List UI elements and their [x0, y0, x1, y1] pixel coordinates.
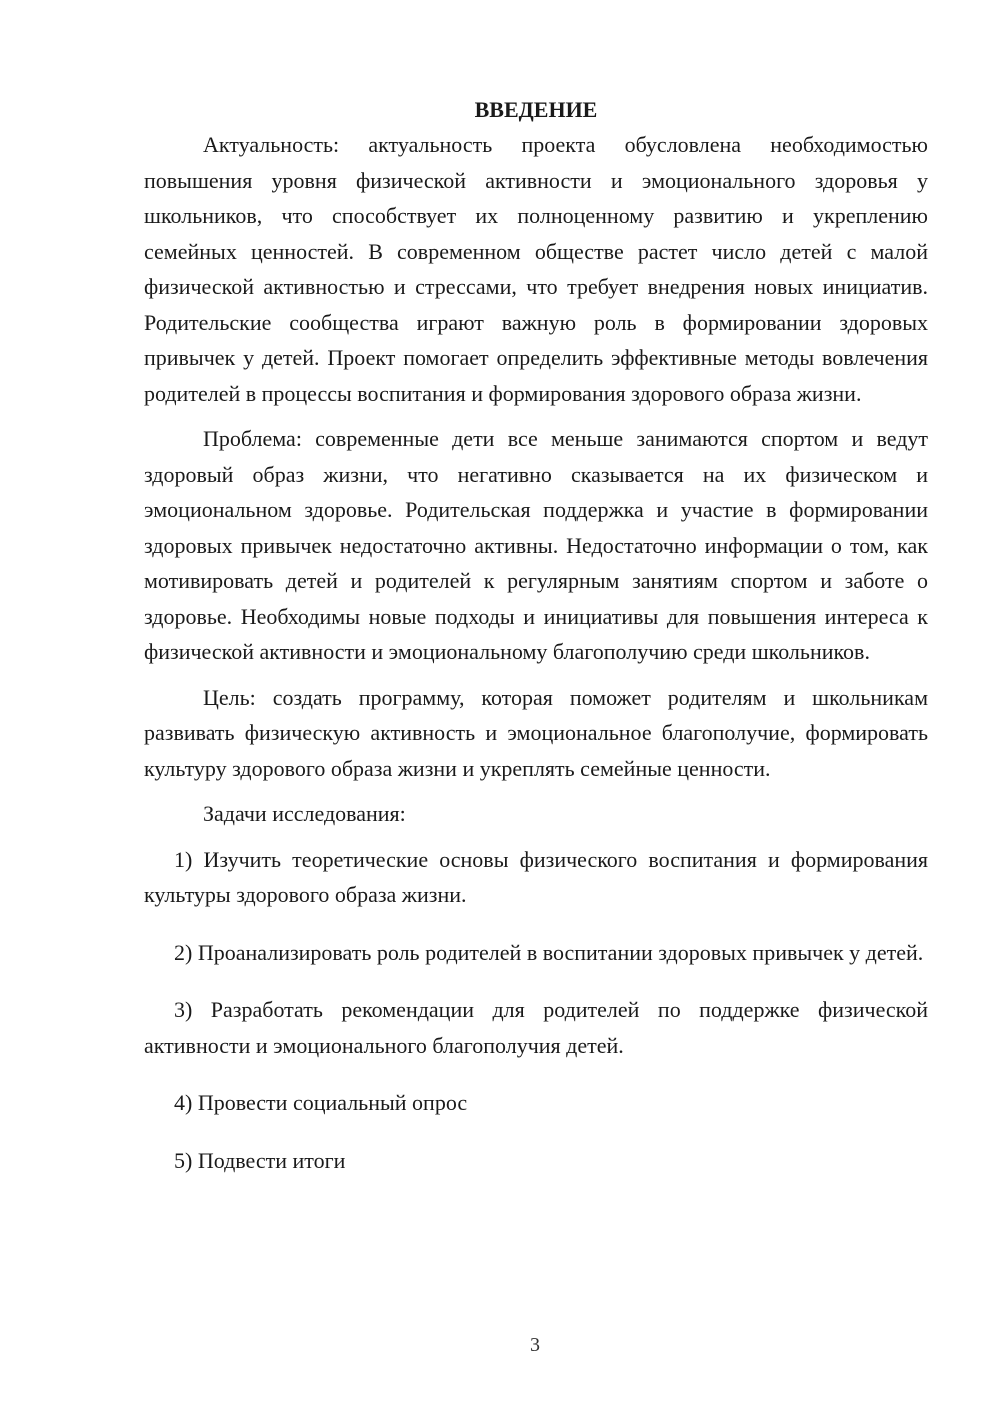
paragraph-goal: Цель: создать программу, которая поможет родителям и школьникам развивать физическую активность и эмоциональное благополучие, формировать культуру здорового образа жизни и укреплять семейные ценности. [144, 684, 928, 781]
page-number: 3 [530, 1334, 540, 1356]
paragraph-problem: Проблема: современные дети все меньше занимаются спортом и ведут здоровый образ жизни, что негативно сказывается на их физическом и эмоциональном здоровье. Родительская поддержка и участие в формировании здоровых привычек недостаточно активны. Недостаточно информации о том, как мотивировать детей и родителей к регулярным занятиям спортом и заботе о здоровье. Необходимы новые подходы и инициативы для повышения интереса к физической активности и эмоциональному благополучию среди школьников. [144, 426, 928, 664]
list-item: 2) Проанализировать роль родителей в воспитании здоровых привычек у детей. [174, 939, 924, 965]
document-page [144, 92, 928, 1200]
list-item: 3) Разработать рекомендации для родителей по поддержке физической активности и эмоционального благополучия детей. [144, 997, 928, 1058]
tasks-list [144, 842, 928, 1179]
list-item: 4) Провести социальный опрос [174, 1090, 468, 1115]
list-item: 1) Изучить теоретические основы физического воспитания и формирования культуры здорового образа жизни. [144, 846, 928, 907]
paragraph-relevance: Актуальность: актуальность проекта обусловлена необходимостью повышения уровня физической активности и эмоционального здоровья у школьников, что способствует их полноценному развитию и укреплению семейных ценностей. В современном обществе растет число детей с малой физической активностью и стрессами, что требует внедрения новых инициатив. Родительские сообщества играют важную роль в формировании здоровых привычек у детей. Проект помогает определить эффективные методы вовлечения родителей в процессы воспитания и формирования здорового образа жизни. [144, 132, 928, 406]
list-item: 5) Подвести итоги [174, 1147, 346, 1173]
section-heading: ВВЕДЕНИЕ [474, 97, 598, 122]
tasks-label: Задачи исследования: [203, 801, 406, 826]
